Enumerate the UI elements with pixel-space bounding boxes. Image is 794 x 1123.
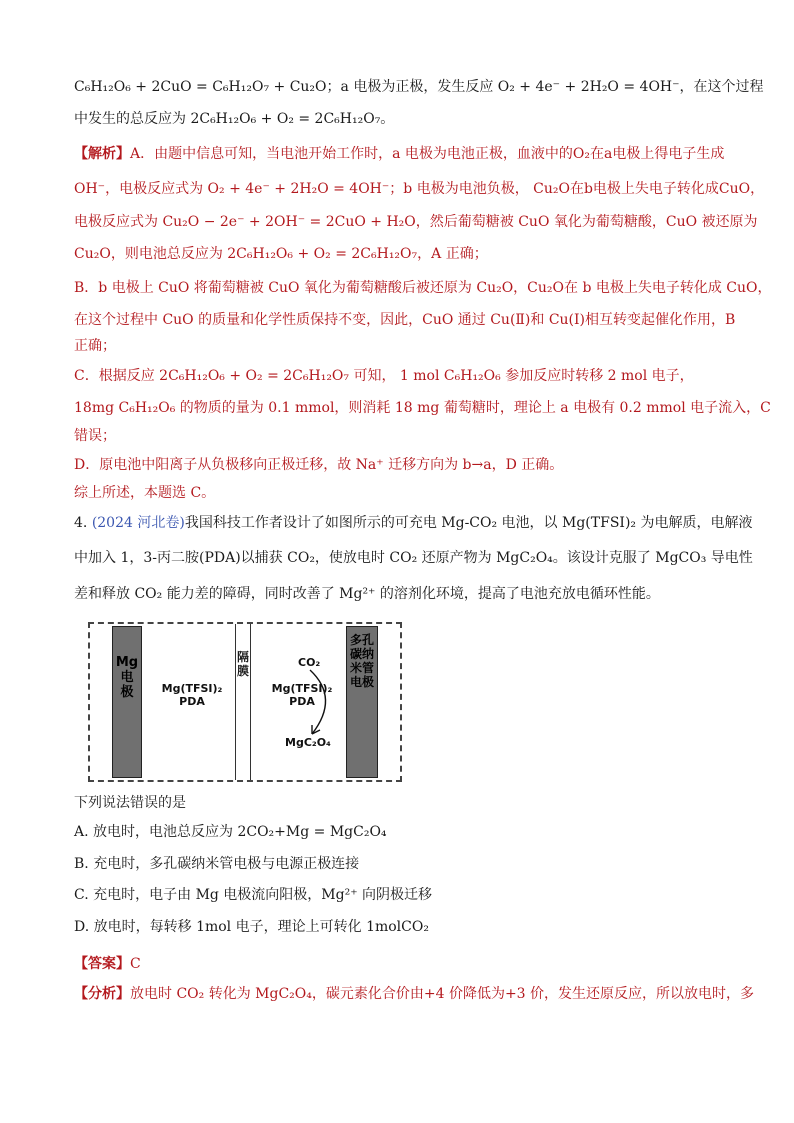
left-electrolyte-label: Mg(TFSI)₂ PDA: [161, 682, 223, 708]
analysis-line: [74, 145, 724, 163]
carbon-nanotube-electrode: [346, 626, 378, 778]
reaction-arrow-icon: [304, 668, 344, 740]
option-d[interactable]: D. 放电时，每转移 1mol 电子，理论上可转化 1molCO₂: [74, 919, 429, 935]
analysis-line: Cu₂O，则电池总反应为 2C₆H₁₂O₆ + O₂ = 2C₆H₁₂O₇，A 正确；: [74, 246, 488, 262]
battery-diagram: [88, 622, 402, 782]
mg-electrode-label: Mg 电 极: [115, 655, 139, 700]
analysis-line: 正确；: [74, 338, 116, 354]
option-a[interactable]: A. 放电时，电池总反应为 2CO₂+Mg = MgC₂O₄: [74, 824, 387, 840]
answer-line: [74, 955, 141, 973]
option-c[interactable]: C. 充电时，电子由 Mg 电极流向阳极，Mg²⁺ 向阴极迁移: [74, 887, 433, 903]
question-text: 我国科技工作者设计了如图所示的可充电 Mg-CO₂ 电池，以 Mg(TFSI)₂ 为电解质，电解液: [184, 515, 753, 531]
answer-value: C: [130, 956, 141, 972]
analysis-line: 综上所述，本题选 C。: [74, 485, 216, 501]
analysis-line: 18mg C₆H₁₂O₆ 的物质的量为 0.1 mmol，则消耗 18 mg 葡萄糖时，理论上 a 电极有 0.2 mmol 电子流入，C: [74, 400, 771, 416]
fenxi-text: 放电时 CO₂ 转化为 MgC₂O₄，碳元素化合价由+4 价降低为+3 价，发生还原反应，所以放电时，多: [130, 986, 755, 1002]
question-source-link[interactable]: (2024 河北卷): [91, 515, 185, 531]
question-line: 中加入 1，3-丙二胺(PDA)以捕获 CO₂，使放电时 CO₂ 还原产物为 MgC₂O₄。该设计克服了 MgCO₃ 导电性: [74, 550, 753, 566]
right-electrolyte-label: Mg(TFSI)₂ PDA: [271, 682, 333, 708]
text-line: C₆H₁₂O₆ + 2CuO = C₆H₁₂O₇ + Cu₂O；a 电极为正极，发生反应 O₂ + 4e⁻ + 2H₂O = 4OH⁻，在这个过程: [74, 79, 764, 95]
separator-membrane: [235, 624, 251, 780]
analysis-line: OH⁻，电极反应式为 O₂ + 4e⁻ + 2H₂O = 4OH⁻；b 电极为电池负极， Cu₂O在b电极上失电子转化成CuO，: [74, 181, 765, 197]
analysis-line: 错误；: [74, 428, 116, 444]
analysis-line: C．根据反应 2C₆H₁₂O₆ + O₂ = 2C₆H₁₂O₇ 可知， 1 mol C₆H₁₂O₆ 参加反应时转移 2 mol 电子，: [74, 368, 694, 384]
analysis-line: [74, 985, 754, 1003]
analysis-line: 在这个过程中 CuO 的质量和化学性质保持不变，因此，CuO 通过 Cu(Ⅱ)和 Cu(Ⅰ)相互转变起催化作用，B: [74, 312, 736, 328]
membrane-label: 隔 膜: [236, 650, 249, 678]
analysis-line: B．b 电极上 CuO 将葡萄糖被 CuO 氧化为葡萄糖酸后被还原为 Cu₂O，Cu₂O在 b 电极上失电子转化成 CuO，: [74, 280, 772, 296]
question-line: 差和释放 CO₂ 能力差的障碍，同时改善了 Mg²⁺ 的溶剂化环境，提高了电池充放电循环性能。: [74, 586, 660, 602]
question-line: [74, 514, 752, 532]
mgc2o4-label: MgC₂O₄: [285, 736, 331, 749]
question-prompt: 下列说法错误的是: [74, 795, 186, 811]
co2-label: CO₂: [298, 656, 321, 669]
analysis-line: 电极反应式为 Cu₂O − 2e⁻ + 2OH⁻ = 2CuO + H₂O，然后葡萄糖被 CuO 氧化为葡萄糖酸，CuO 被还原为: [74, 214, 758, 230]
analysis-tag: 【解析】: [74, 146, 130, 162]
carbon-electrode-label: 多孔 碳纳 米管 电极: [349, 633, 375, 689]
option-b[interactable]: B. 充电时，多孔碳纳米管电极与电源正极连接: [74, 856, 360, 872]
analysis-line: D．原电池中阳离子从负极移向正极迁移，故 Na⁺ 迁移方向为 b→a，D 正确。: [74, 457, 564, 473]
text-line: 中发生的总反应为 2C₆H₁₂O₆ + O₂ = 2C₆H₁₂O₇。: [74, 111, 395, 127]
answer-tag: 【答案】: [74, 956, 130, 972]
question-number: 4.: [74, 515, 92, 531]
mg-electrode: [112, 626, 142, 778]
fenxi-tag: 【分析】: [74, 986, 130, 1002]
analysis-text: A．由题中信息可知，当电池开始工作时，a 电极为电池正极，血液中的O₂在a电极上得电子生成: [130, 146, 725, 162]
